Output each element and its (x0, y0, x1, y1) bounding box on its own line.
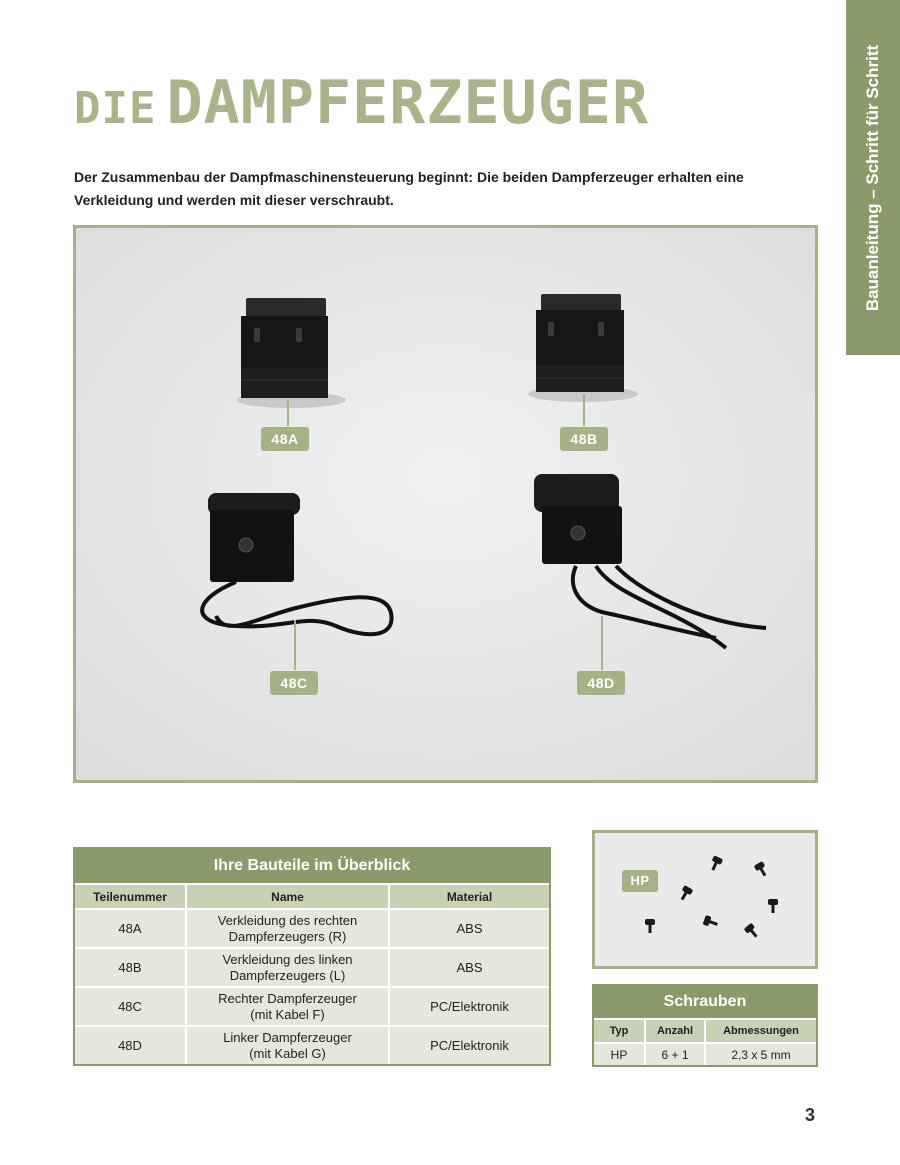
screw-icon (703, 915, 720, 929)
screws-illustration (595, 833, 815, 966)
table-row (75, 1025, 549, 1064)
part-48b-cover (528, 294, 638, 402)
section-side-tab (846, 0, 900, 355)
screw-type: HP (610, 1047, 628, 1062)
header-dimensions: Abmessungen (704, 1020, 816, 1042)
side-tab-text: Bauanleitung – Schritt für Schritt (863, 44, 882, 311)
table-row (75, 908, 549, 947)
part-material: PC/Elektronik (388, 988, 549, 1025)
header-material: Material (388, 885, 549, 908)
screw-icon (678, 885, 694, 902)
screws-table-title: Schrauben (594, 986, 816, 1018)
screw-icon (744, 923, 761, 940)
part-number: 48B (118, 959, 142, 975)
screw-icon (768, 899, 778, 913)
parts-table-header (75, 883, 549, 908)
parts-photo (73, 225, 818, 783)
part-name: Linker Dampferzeuger (mit Kabel G) (185, 1027, 388, 1064)
screw-icon (708, 855, 723, 872)
page-title (74, 68, 649, 138)
part-number: 48C (118, 998, 142, 1014)
screws-photo (592, 830, 818, 969)
parts-table-title: Ihre Bauteile im Überblick (75, 849, 549, 883)
header-name: Name (185, 885, 388, 908)
table-row (75, 947, 549, 986)
part-material: ABS (388, 949, 549, 986)
title-prefix: DIE (74, 83, 157, 134)
page-number: 3 (805, 1105, 816, 1125)
label-hp: HP (622, 870, 658, 892)
label-48a: 48A (261, 427, 309, 451)
label-48c: 48C (270, 671, 318, 695)
label-48d: 48D (577, 671, 625, 695)
label-48b: 48B (560, 427, 608, 451)
parts-overview-table (73, 847, 551, 1066)
screw-icon (754, 861, 770, 878)
part-number: 48A (118, 920, 142, 936)
title-main: DAMPFERZEUGER (166, 68, 650, 138)
part-number: 48D (118, 1037, 142, 1053)
screw-count: 6 + 1 (644, 1044, 704, 1065)
screws-table-header (594, 1018, 816, 1042)
part-material: ABS (388, 910, 549, 947)
part-name: Verkleidung des linken Dampferzeugers (L) (185, 949, 388, 986)
parts-illustration (76, 228, 815, 780)
part-name: Rechter Dampferzeuger (mit Kabel F) (185, 988, 388, 1025)
part-name: Verkleidung des rechten Dampferzeugers (R) (185, 910, 388, 947)
part-material: PC/Elektronik (388, 1027, 549, 1064)
screw-icon (645, 919, 655, 933)
screw-dimensions: 2,3 x 5 mm (704, 1044, 816, 1065)
table-row (594, 1042, 816, 1065)
intro-text: Der Zusammenbau der Dampfmaschinensteuerung beginnt: Die beiden Dampferzeuger erhalten eine Verkleidung und werden mit dieser verschraubt. (74, 169, 744, 208)
header-type: Typ (609, 1025, 629, 1037)
table-row (75, 986, 549, 1025)
header-count: Anzahl (644, 1020, 704, 1042)
header-part-number: Teilenummer (93, 889, 167, 904)
screws-table (592, 984, 818, 1067)
